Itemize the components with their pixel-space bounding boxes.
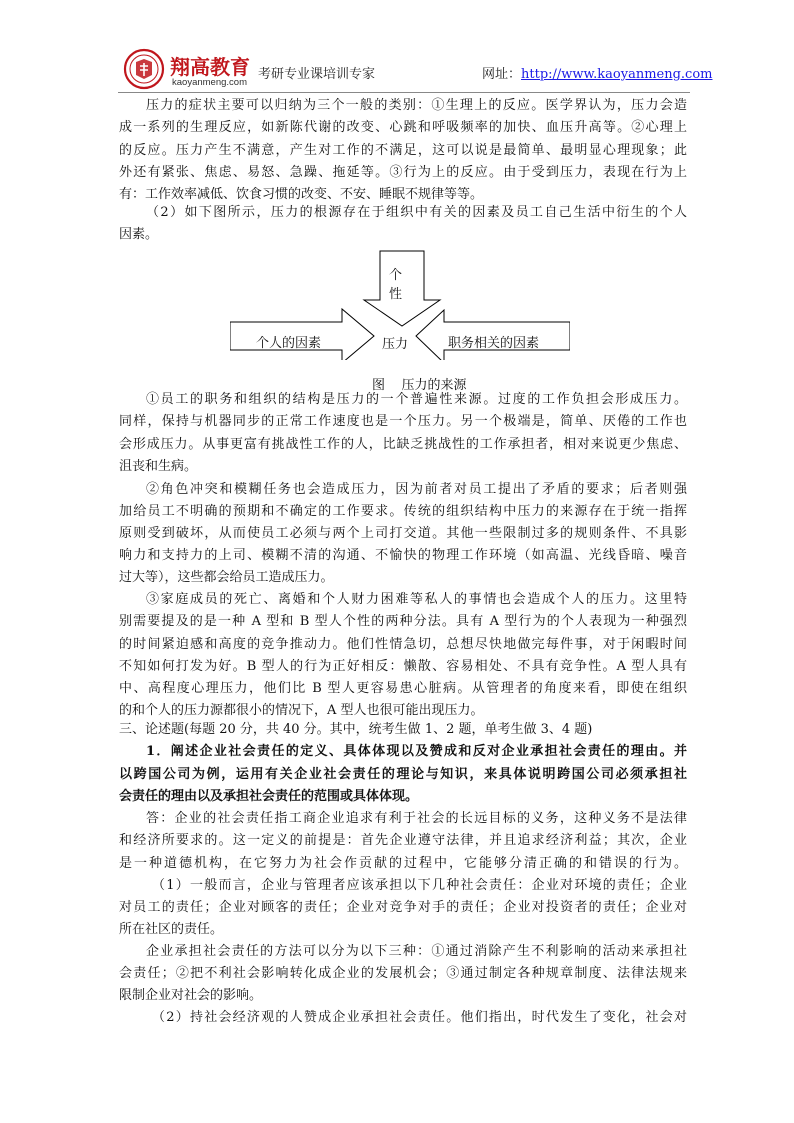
text-line: 过大等），这些都会给员工造成压力。 [119,570,334,585]
text-line: （2）持社会经济观的人赞成企业承担社会责任。他们指出，时代发生了变化，社会对 [152,1010,687,1025]
text-line: 的反应。压力产生不满意，产生对工作的不满足，这可以说是最简单、最明显心理现象；此 [119,143,687,158]
text-line: 响力和支持力的上司、模糊不清的沟通、不愉快的物理工作环境（如高温、光线昏暗、噪音 [119,548,687,563]
text-line: 外还有紧张、焦虑、易怒、急躁、拖延等。③行为上的反应。由于受到压力，表现在行为上 [119,165,687,180]
text-line: ②角色冲突和模糊任务也会造成压力，因为前者对员工提出了矛盾的要求；后者则强 [146,482,687,497]
figure-left-label: 个人的因素 [256,336,322,351]
brand-name: 翔高教育 [170,55,250,79]
site-link[interactable]: http://www.kaoyanmeng.com [521,67,713,82]
brand-domain: kaoyanmeng.com [172,77,247,88]
text-line: 压力的症状主要可以归纳为三个一般的类别：①生理上的反应。医学界认为，压力会造 [146,98,687,113]
text-line: 的时间紧迫感和高度的竞争推动力。他们性情急切，总想尽快地做完每件事，对于闲暇时间 [119,637,687,652]
figure-center-label: 压力 [382,337,409,352]
text-line: ③家庭成员的死亡、离婚和个人财力困难等私人的事情也会造成个人的压力。这里特 [146,592,687,607]
figure-caption: 图 压力的来源 [372,378,467,393]
section-heading: 三、论述题(每题 20 分，共 40 分。其中，统考生做 1、2 题，单考生做 3、4 题) [119,722,593,737]
text-line: 会责任的理由以及承担社会责任的范围或具体体现。 [119,789,419,804]
site-address [482,63,712,82]
text-line: 和经济所要求的。这一定义的前提是：首先企业遵守法律，并且追求经济利益；其次，企业 [119,833,687,848]
figure-right-label: 职务相关的因素 [448,336,540,351]
text-line: 限制企业对社会的影响。 [119,988,263,1003]
text-line: 有：工作效率减低、饮食习惯的改变、不安、睡眠不规律等等。 [119,187,484,202]
logo-seal-icon [123,48,165,90]
text-line: 不知如何打发为好。B 型人的行为正好相反：懒散、容易相处、不具有竞争性。A 型人具有 [119,659,687,674]
tagline: 考研专业课培训专家 [258,67,376,82]
site-label: 网址： [482,67,522,82]
text-line: 别需要提及的是一种 A 型和 B 型人个性的两种分法。具有 A 型行为的个人表现为一种强烈 [119,614,687,629]
text-line: 沮丧和生病。 [119,459,198,474]
text-line: 答：企业的社会责任指工商企业追求有利于社会的长远目标的义务，这种义务不是法律 [146,811,687,826]
text-line: （1）一般而言，企业与管理者应该承担以下几种社会责任：企业对环境的责任；企业 [152,878,687,893]
text-line: 的和个人的压力源都很小的情况下，A 型人也很可能出现压力。 [119,703,484,718]
text-line: 因素。 [119,227,159,242]
text-line: 对员工的责任；企业对顾客的责任；企业对竞争对手的责任；企业对投资者的责任；企业对 [119,900,687,915]
text-line: 原则受到破坏，从而使员工必须与两个上司打交道。其他一些限制过多的规则条件、不具影 [119,526,687,541]
text-line: 会形成压力。从事更富有挑战性工作的人，比缺乏挑战性的工作承担者，相对来说更少焦虑、 [119,437,687,452]
figure-top-label-2: 性 [389,287,403,302]
text-line: （2）如下图所示，压力的根源存在于组织中有关的因素及员工自己生活中衍生的个人 [146,205,687,220]
text-line: 会责任；②把不利社会影响转化成企业的发展机会；③通过制定各种规章制度、法律法规来 [119,966,687,981]
text-line: 以跨国公司为例，运用有关企业社会责任的理论与知识，来具体说明跨国公司必须承担社 [119,767,687,782]
figure-top-label-1: 个 [389,268,403,283]
text-line: 所在社区的责任。 [119,922,224,937]
stress-source-diagram [230,250,570,393]
page-header [0,0,794,100]
text-line: 成一系列的生理反应，如新陈代谢的改变、心跳和呼吸频率的加快、血压升高等。②心理上 [119,120,687,135]
header-rule [118,92,690,93]
text-line: 企业承担社会责任的方法可以分为以下三种：①通过消除产生不利影响的活动来承担社 [146,944,687,959]
text-line: 中、高程度心理压力，他们比 B 型人更容易患心脏病。从管理者的角度来看，即使在组织 [119,681,687,696]
text-line: ①员工的职务和组织的结构是压力的一个普遍性来源。过度的工作负担会形成压力。 [146,392,687,407]
text-line: 同样，保持与机器同步的正常工作速度也是一个压力。另一个极端是，简单、厌倦的工作也 [119,414,687,429]
text-line: 加给员工不明确的预期和不确定的工作要求。传统的组织结构中压力的来源存在于统一指挥 [119,504,687,519]
text-line: 是一种道德机构，在它努力为社会作贡献的过程中，它能够分清正确的和错误的行为。 [119,856,687,871]
text-line: 1．阐述企业社会责任的定义、具体体现以及赞成和反对企业承担社会责任的理由。并 [146,744,687,759]
